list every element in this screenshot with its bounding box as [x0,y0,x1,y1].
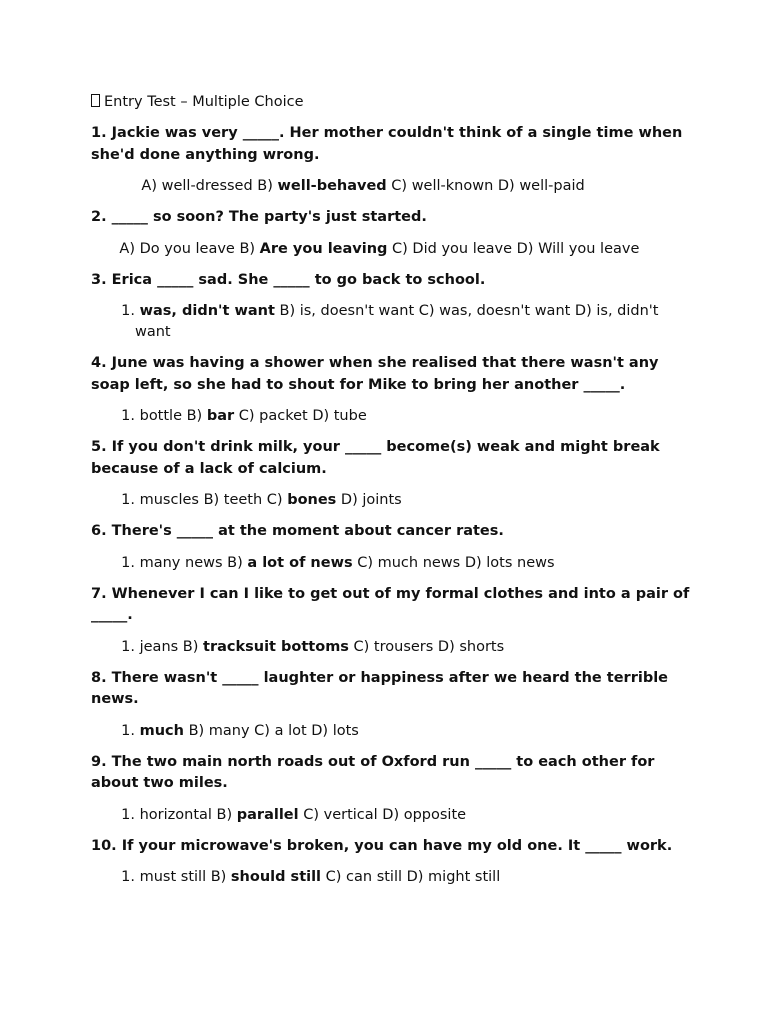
question-10: 10. If your microwave's broken, you can have my old one. It _____ work. [91,837,673,854]
answer-options-2 [91,239,691,260]
option-text-rest: D) joints [336,492,402,508]
option-text-rest: C) can still D) might still [321,869,501,885]
document-body [91,92,691,898]
answer-options-3 [91,301,691,343]
option-text-rest: B) many C) a lot D) lots [183,722,359,739]
correct-answer: bar [206,408,235,424]
option-text-a: Do you leave B) [139,240,260,257]
option-text-a: bottle B) [139,408,207,424]
option-text [135,490,691,511]
option-text [135,239,691,260]
option-marker: 1. [121,869,135,885]
option-marker: 1. [121,722,135,739]
document-title [91,92,691,112]
option-text-rest: C) packet D) tube [234,408,367,424]
option-text-rest: C) much news D) lots news [352,554,555,571]
correct-answer: a lot of news [247,554,353,571]
question-5: 5. If you don't drink milk, your _____ become(s) weak and might break because of a lack of calcium. [91,439,660,477]
question-8: 8. There wasn't _____ laughter or happiness after we heard the terrible news. [91,669,668,707]
option-marker: A) [119,240,135,257]
correct-answer: tracksuit bottoms [203,638,349,655]
answer-options-4 [91,406,691,427]
option-text [135,721,691,742]
question-4: 4. June was having a shower when she realised that there wasn't any soap left, so she had to shout for Mike to bring her another _____. [91,355,659,393]
option-text [135,301,691,343]
option-marker: 1. [121,554,135,571]
correct-answer: well-behaved [277,178,387,194]
option-text [135,637,691,658]
option-marker: A) [141,178,157,194]
correct-answer: parallel [236,806,299,823]
correct-answer: should still [230,869,322,885]
option-text-rest: C) vertical D) opposite [298,806,467,823]
option-text-rest: C) Did you leave D) Will you leave [387,240,640,257]
correct-answer: bones [287,492,337,508]
option-marker: 1. [121,638,135,655]
answer-options-8 [91,721,691,742]
option-text-rest: B) is, doesn't want C) was, doesn't want D) is, didn't want [135,303,659,340]
option-text [135,553,691,574]
answer-options-9 [91,805,691,826]
option-marker: 1. [121,806,135,823]
answer-options-7 [91,637,691,658]
option-text [157,176,691,197]
answer-options-10 [91,867,691,888]
document-icon [91,94,100,107]
answer-options-6 [91,553,691,574]
question-1: 1. Jackie was very _____. Her mother couldn't think of a single time when she'd done anything wrong. [91,125,683,163]
option-text-a: well-dressed B) [161,178,278,194]
correct-answer: was, didn't want [139,303,275,319]
option-text-rest: C) well-known D) well-paid [386,178,585,194]
option-marker: 1. [121,492,135,508]
option-text-a: many news B) [139,554,248,571]
question-7: 7. Whenever I can I like to get out of my formal clothes and into a pair of _____. [91,585,690,623]
document-title-text: Entry Test – Multiple Choice [104,94,304,110]
option-text-a: horizontal B) [139,806,237,823]
question-2: 2. _____ so soon? The party's just started. [91,209,427,225]
question-3: 3. Erica _____ sad. She _____ to go back to school. [91,271,486,288]
option-text [135,805,691,826]
option-text [135,406,691,427]
question-9: 9. The two main north roads out of Oxford run _____ to each other for about two miles. [91,753,655,791]
option-text-rest: C) trousers D) shorts [348,638,505,655]
option-text-a: jeans B) [139,638,204,655]
option-text-a: must still B) [139,869,231,885]
option-text-a: muscles B) teeth C) [139,492,288,508]
answer-options-1 [91,176,691,197]
answer-options-5 [91,490,691,511]
option-marker: 1. [121,303,135,319]
correct-answer: much [139,722,184,739]
option-text [135,867,691,888]
correct-answer: Are you leaving [259,240,388,257]
question-6: 6. There's _____ at the moment about cancer rates. [91,523,504,539]
option-marker: 1. [121,408,135,424]
